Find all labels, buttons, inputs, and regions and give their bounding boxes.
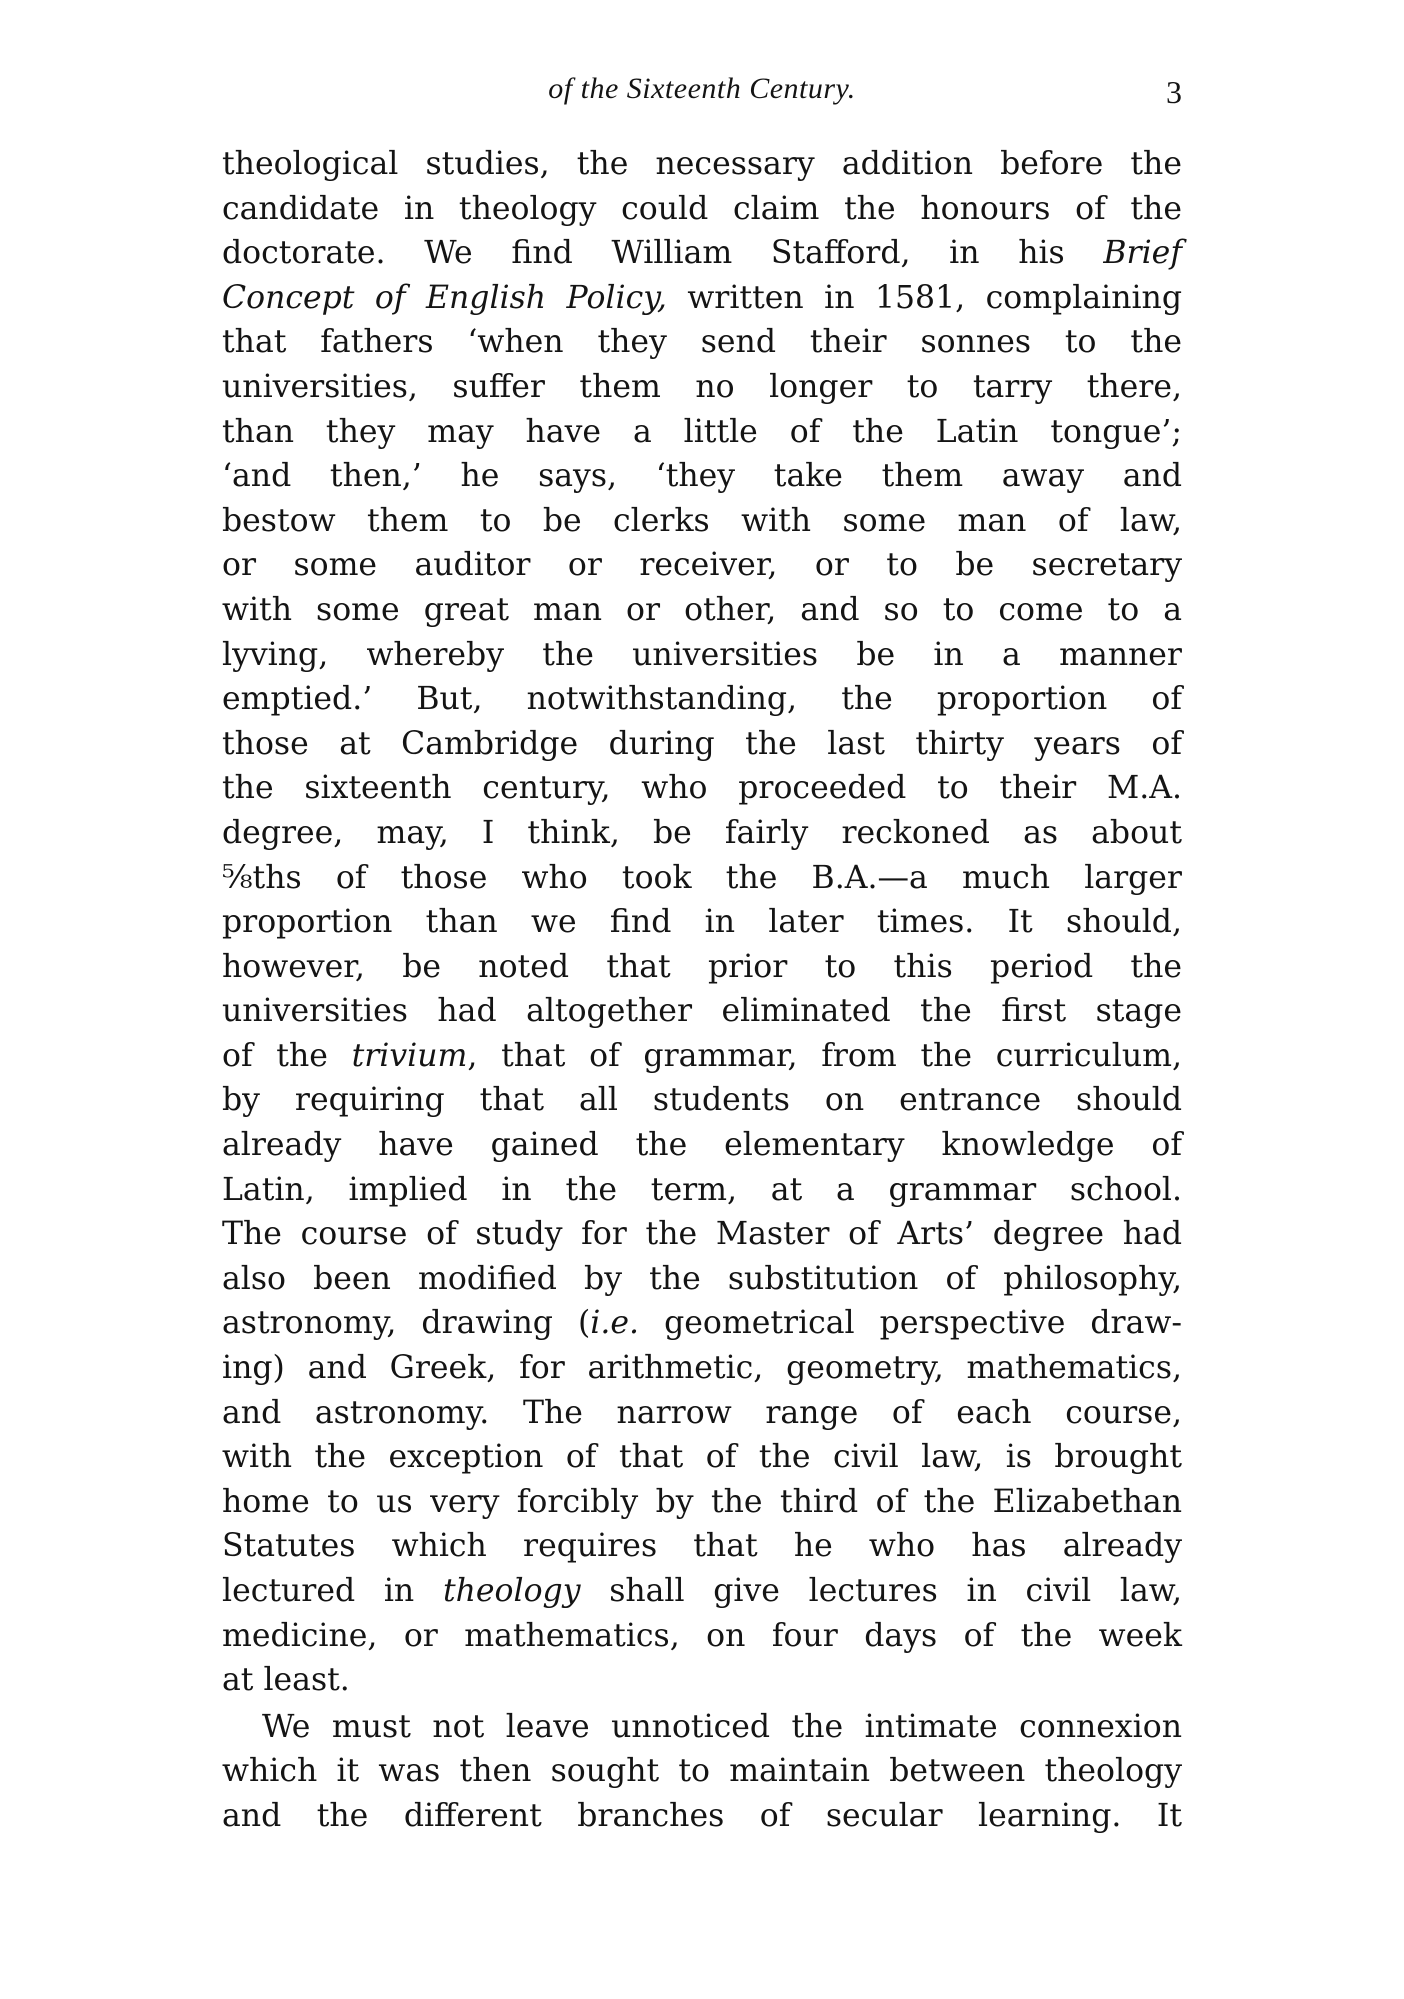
text-line: universities, suffer them no longer to tarry there, (222, 368, 1182, 405)
text-line (222, 276, 1182, 321)
italic-term: theology (442, 1573, 581, 1609)
text-run: lectured in (222, 1573, 415, 1609)
text-line (222, 1034, 1182, 1079)
page-number: 3 (1166, 74, 1182, 110)
text-line: medicine, or mathematics, on four days of the week (222, 1617, 1182, 1654)
text-line: candidate in theology could claim the honours of the (222, 190, 1182, 227)
text-run: astronomy, drawing ( (222, 1305, 591, 1342)
text-line: Latin, implied in the term, at a grammar school. (222, 1171, 1182, 1208)
text-run: , that of grammar, from the curriculum, (467, 1037, 1182, 1074)
text-line: with some great man or other, and so to come to a (222, 591, 1182, 628)
text-line: ing) and Greek, for arithmetic, geometry, mathematics, (222, 1350, 1182, 1387)
text-line: emptied.’ But, notwithstanding, the proportion of (222, 681, 1182, 718)
text-line: We must not leave unnoticed the intimate connexion (262, 1708, 1182, 1745)
text-line: ‘and then,’ he says, ‘they take them away and (222, 458, 1182, 495)
text-line: ⅝ths of those who took the B.A.—a much larger (222, 859, 1182, 896)
body-text (222, 142, 1182, 1839)
text-run: written in 1581, complaining (687, 279, 1183, 316)
text-line: universities had altogether eliminated the first stage (222, 993, 1182, 1030)
italic-title: Brief (1103, 235, 1182, 272)
text-run: doctorate. We find William Stafford, in his (222, 235, 1065, 272)
text-line (222, 1569, 1182, 1614)
text-line: theological studies, the necessary addition before the (222, 146, 1182, 182)
text-run: of the (222, 1037, 328, 1074)
text-line: already have gained the elementary knowledge of (222, 1127, 1182, 1164)
text-line: lyving, whereby the universities be in a manner (222, 636, 1182, 673)
text-line: the sixteenth century, who proceeded to their M.A. (222, 770, 1182, 807)
text-line: degree, may, I think, be fairly reckoned as about (222, 814, 1182, 851)
text-line: and the different branches of secular learning. It (222, 1797, 1182, 1834)
running-title: of the Sixteenth Century. (548, 72, 856, 105)
text-line: Statutes which requires that he who has already (222, 1528, 1182, 1565)
text-line: also been modified by the substitution of philosophy, (222, 1260, 1182, 1297)
text-line: by requiring that all students on entrance should (222, 1082, 1182, 1119)
text-line: those at Cambridge during the last thirty years of (222, 725, 1182, 762)
text-line: or some auditor or receiver, or to be secretary (222, 547, 1182, 584)
paragraph-1 (222, 142, 1182, 1703)
italic-title: Concept of English Policy, (222, 279, 667, 316)
text-run: geometrical perspective draw- (639, 1305, 1182, 1342)
text-line: than they may have a little of the Latin tongue’; (222, 413, 1182, 450)
text-line: which it was then sought to maintain between theology (222, 1753, 1182, 1790)
text-run: shall give lectures in civil law, (580, 1573, 1183, 1609)
text-line: The course of study for the Master of Arts’ degree had (222, 1216, 1182, 1253)
text-line (222, 1301, 1182, 1346)
text-line: proportion than we find in later times. It should, (222, 904, 1182, 941)
paragraph-2 (222, 1705, 1182, 1839)
text-line (222, 231, 1182, 276)
text-line: however, be noted that prior to this period the (222, 948, 1182, 985)
text-line: that fathers ‘when they send their sonnes to the (222, 324, 1182, 361)
text-line: bestow them to be clerks with some man of law, (222, 502, 1182, 539)
text-line: and astronomy. The narrow range of each course, (222, 1394, 1182, 1431)
text-line: at least. (222, 1662, 350, 1699)
italic-term: i.e. (590, 1305, 640, 1342)
italic-term: trivium (351, 1037, 468, 1074)
text-line: with the exception of that of the civil law, is brought (222, 1439, 1182, 1476)
running-head (222, 72, 1182, 122)
text-line: home to us very forcibly by the third of the Elizabethan (222, 1483, 1182, 1520)
